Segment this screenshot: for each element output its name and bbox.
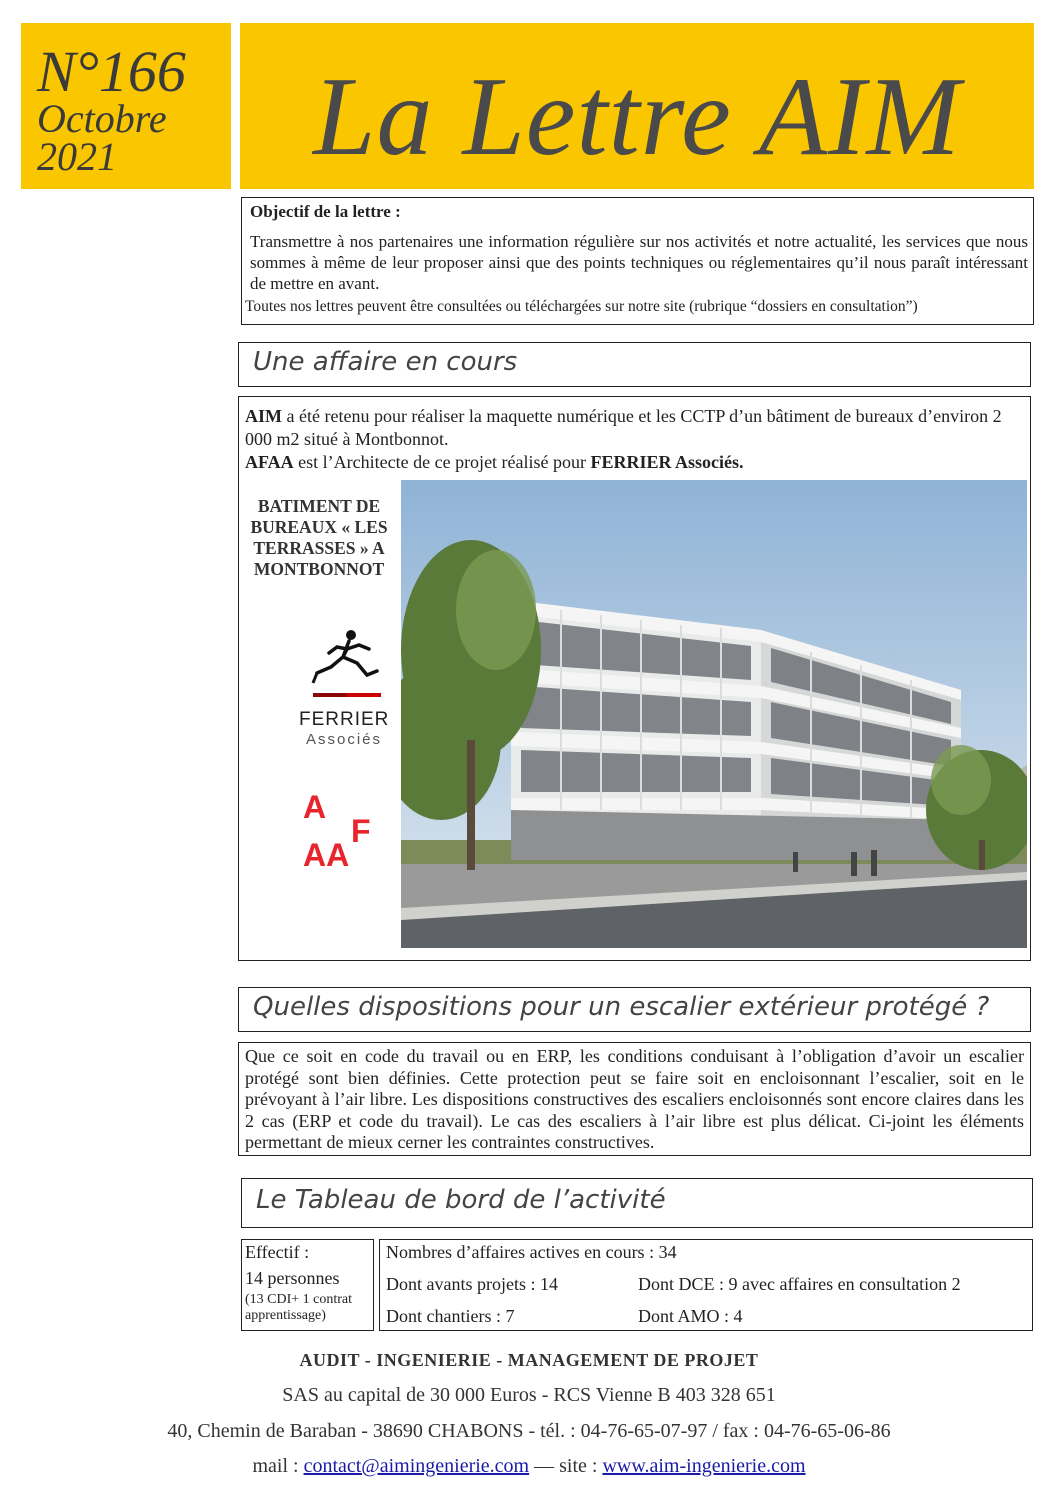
ferrier-sub: Associés <box>305 731 383 748</box>
objective-box <box>241 197 1034 325</box>
affaire-text <box>245 405 1022 474</box>
site-link[interactable]: www.aim-ingenierie.com <box>602 1455 806 1477</box>
affaire-box <box>238 396 1031 961</box>
building-photo <box>401 480 1027 948</box>
objective-title: Objectif de la lettre : <box>250 202 401 221</box>
stat-dce: Dont DCE : 9 avec affaires en consultation 2 <box>638 1274 961 1294</box>
section-title: Une affaire en cours <box>253 347 518 377</box>
building-rendering-icon <box>401 480 1027 948</box>
site-separator: — site : <box>529 1455 603 1477</box>
section-title: Quelles dispositions pour un escalier extérieur protégé ? <box>253 992 990 1022</box>
affaire-description: a été retenu pour réaliser la maquette numérique et les CCTP d’un bâtiment de bureaux d’environ 2 000 m2 situé à Montbonnot. <box>245 406 1002 449</box>
architect-name: AFAA <box>245 452 294 472</box>
afaa-letter-f: F <box>351 813 371 849</box>
section-heading-affaire <box>238 342 1031 387</box>
architect-text: est l’Architecte de ce projet réalisé pour <box>293 452 591 472</box>
escalier-text: Que ce soit en code du travail ou en ERP, les conditions conduisant à l’obligation d’avoir un escalier protégé sont bien définies. Cette protection peut se faire soit en encloisonnant l’escalier, soit en le prévoyant à l’air libre. Les dispositions constructives des escaliers encloisonnés sont encore claires dans les 2 cas (ERP et code du travail). Le cas des escaliers à l’air libre est plus délicat. Ci-joint les éléments permettant de mieux cerner les contraintes constructives. <box>245 1046 1024 1152</box>
effectif-label: Effectif : <box>245 1242 310 1262</box>
escalier-box <box>238 1042 1031 1156</box>
stat-avants-projets: Dont avants projets : 14 <box>386 1274 558 1294</box>
mail-link[interactable]: contact@aimingenierie.com <box>303 1455 530 1477</box>
footer-contact <box>0 1455 1058 1478</box>
stats-box <box>379 1239 1033 1331</box>
stat-chantiers: Dont chantiers : 7 <box>386 1306 515 1326</box>
footer-tagline: AUDIT - INGENIERIE - MANAGEMENT DE PROJET <box>299 1350 759 1370</box>
afaa-letters-aa: AA <box>303 837 350 873</box>
ferrier-name: FERRIER <box>299 709 390 730</box>
issue-number: N°166 <box>37 39 186 104</box>
issue-month: Octobre <box>37 96 167 141</box>
section-title: Le Tableau de bord de l’activité <box>256 1185 666 1215</box>
ferrier-logo <box>299 627 389 752</box>
runner-icon <box>307 627 387 699</box>
project-caption: BATIMENT DE BUREAUX « LES TERRASSES » A MONTBONNOT <box>250 496 388 579</box>
footer-company: SAS au capital de 30 000 Euros - RCS Vienne B 403 328 651 <box>282 1384 776 1406</box>
stat-affaires-actives: Nombres d’affaires actives en cours : 34 <box>386 1242 677 1262</box>
section-heading-tableau <box>241 1178 1033 1228</box>
company-name: AIM <box>245 406 282 426</box>
client-name: FERRIER Associés. <box>590 452 744 472</box>
afaa-letter-a: A <box>303 789 327 825</box>
effectif-detail: (13 CDI+ 1 contrat apprentissage) <box>245 1292 353 1323</box>
issue-banner <box>21 23 231 189</box>
effectif-box <box>241 1239 374 1331</box>
issue-year: 2021 <box>37 134 117 179</box>
title-banner <box>240 23 1034 189</box>
effectif-value: 14 personnes <box>245 1268 340 1288</box>
mail-label: mail : <box>252 1455 304 1477</box>
afaa-logo <box>303 789 383 879</box>
objective-body: Transmettre à nos partenaires une information régulière sur nos activités et notre actualité, les services que nous sommes à même de leur proposer ainsi que des points techniques ou réglementaires qu’il nous paraît intéressant de mettre en avant. <box>250 232 1028 293</box>
footer-address: 40, Chemin de Baraban - 38690 CHABONS - tél. : 04-76-65-07-97 / fax : 04-76-65-06-86 <box>167 1420 891 1442</box>
section-heading-escalier <box>238 987 1031 1032</box>
newsletter-title: La Lettre AIM <box>313 55 961 179</box>
objective-note: Toutes nos lettres peuvent être consultées ou téléchargées sur notre site (rubrique “dossiers en consultation”) <box>245 298 918 315</box>
stat-amo: Dont AMO : 4 <box>638 1306 743 1326</box>
